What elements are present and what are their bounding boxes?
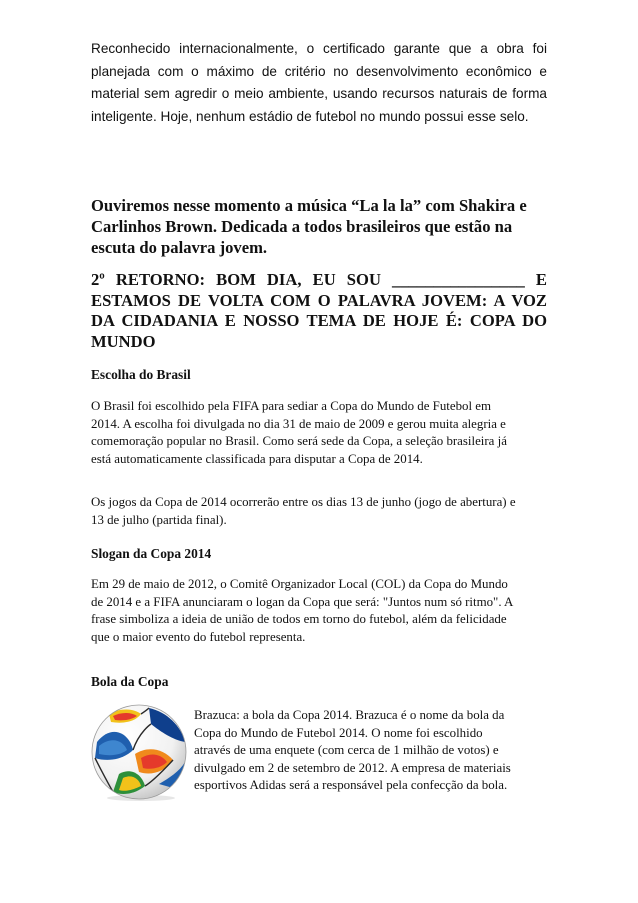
intro-paragraph: Reconhecido internacionalmente, o certificado garante que a obra foi planejada com o máximo de critério no desenvolvimento econômico e material sem agredir o meio ambiente, usando recursos naturais de forma inteligente. Hoje, nenhum estádio de futebol no mundo possui esse selo. bbox=[91, 41, 547, 124]
escolha-paragraph-1: O Brasil foi escolhido pela FIFA para sediar a Copa do Mundo de Futebol em 2014. A escolha foi divulgada no dia 31 de maio de 2009 e gerou muita alegria e comemoração popular no Brasil. Como será sede da Copa, a seleção brasileira já está automaticamente classificada para disputar a Copa de 2014. bbox=[91, 399, 507, 466]
bola-paragraph: Brazuca: a bola da Copa 2014. Brazuca é o nome da bola da Copa do Mundo de Futebol 2014. O nome foi escolhido através de uma enquete (com cerca de 1 milhão de votos) e divulgado em 2 de setembro de 2012. A empresa de materiais esportivos Adidas será a responsável pela confecção da bola. bbox=[194, 708, 511, 793]
return-announcement-heading: 2º RETORNO: BOM DIA, EU SOU ________________ E ESTAMOS DE VOLTA COM O PALAVRA JOVEM: A VOZ DA CIDADANIA E NOSSO TEMA DE HOJE É: COPA DO MUNDO bbox=[91, 270, 547, 351]
section-title-slogan: Slogan da Copa 2014 bbox=[91, 546, 212, 561]
music-announcement-heading: Ouviremos nesse momento a música “La la la” com Shakira e Carlinhos Brown. Dedicada a todos brasileiros que estão na escuta do palavra jovem. bbox=[91, 196, 527, 257]
section-title-bola: Bola da Copa bbox=[91, 674, 169, 689]
slogan-paragraph: Em 29 de maio de 2012, o Comitê Organizador Local (COL) da Copa do Mundo de 2014 e a FIFA anunciaram o logan da Copa que será: "Juntos num só ritmo". A frase simboliza a ideia de união de todos em torno do futebol, além da felicidade que o maior evento do futebol representa. bbox=[91, 577, 513, 644]
section-title-escolha: Escolha do Brasil bbox=[91, 367, 191, 382]
brazuca-ball-image bbox=[89, 702, 189, 802]
escolha-paragraph-2: Os jogos da Copa de 2014 ocorrerão entre os dias 13 de junho (jogo de abertura) e 13 de julho (partida final). bbox=[91, 495, 516, 527]
